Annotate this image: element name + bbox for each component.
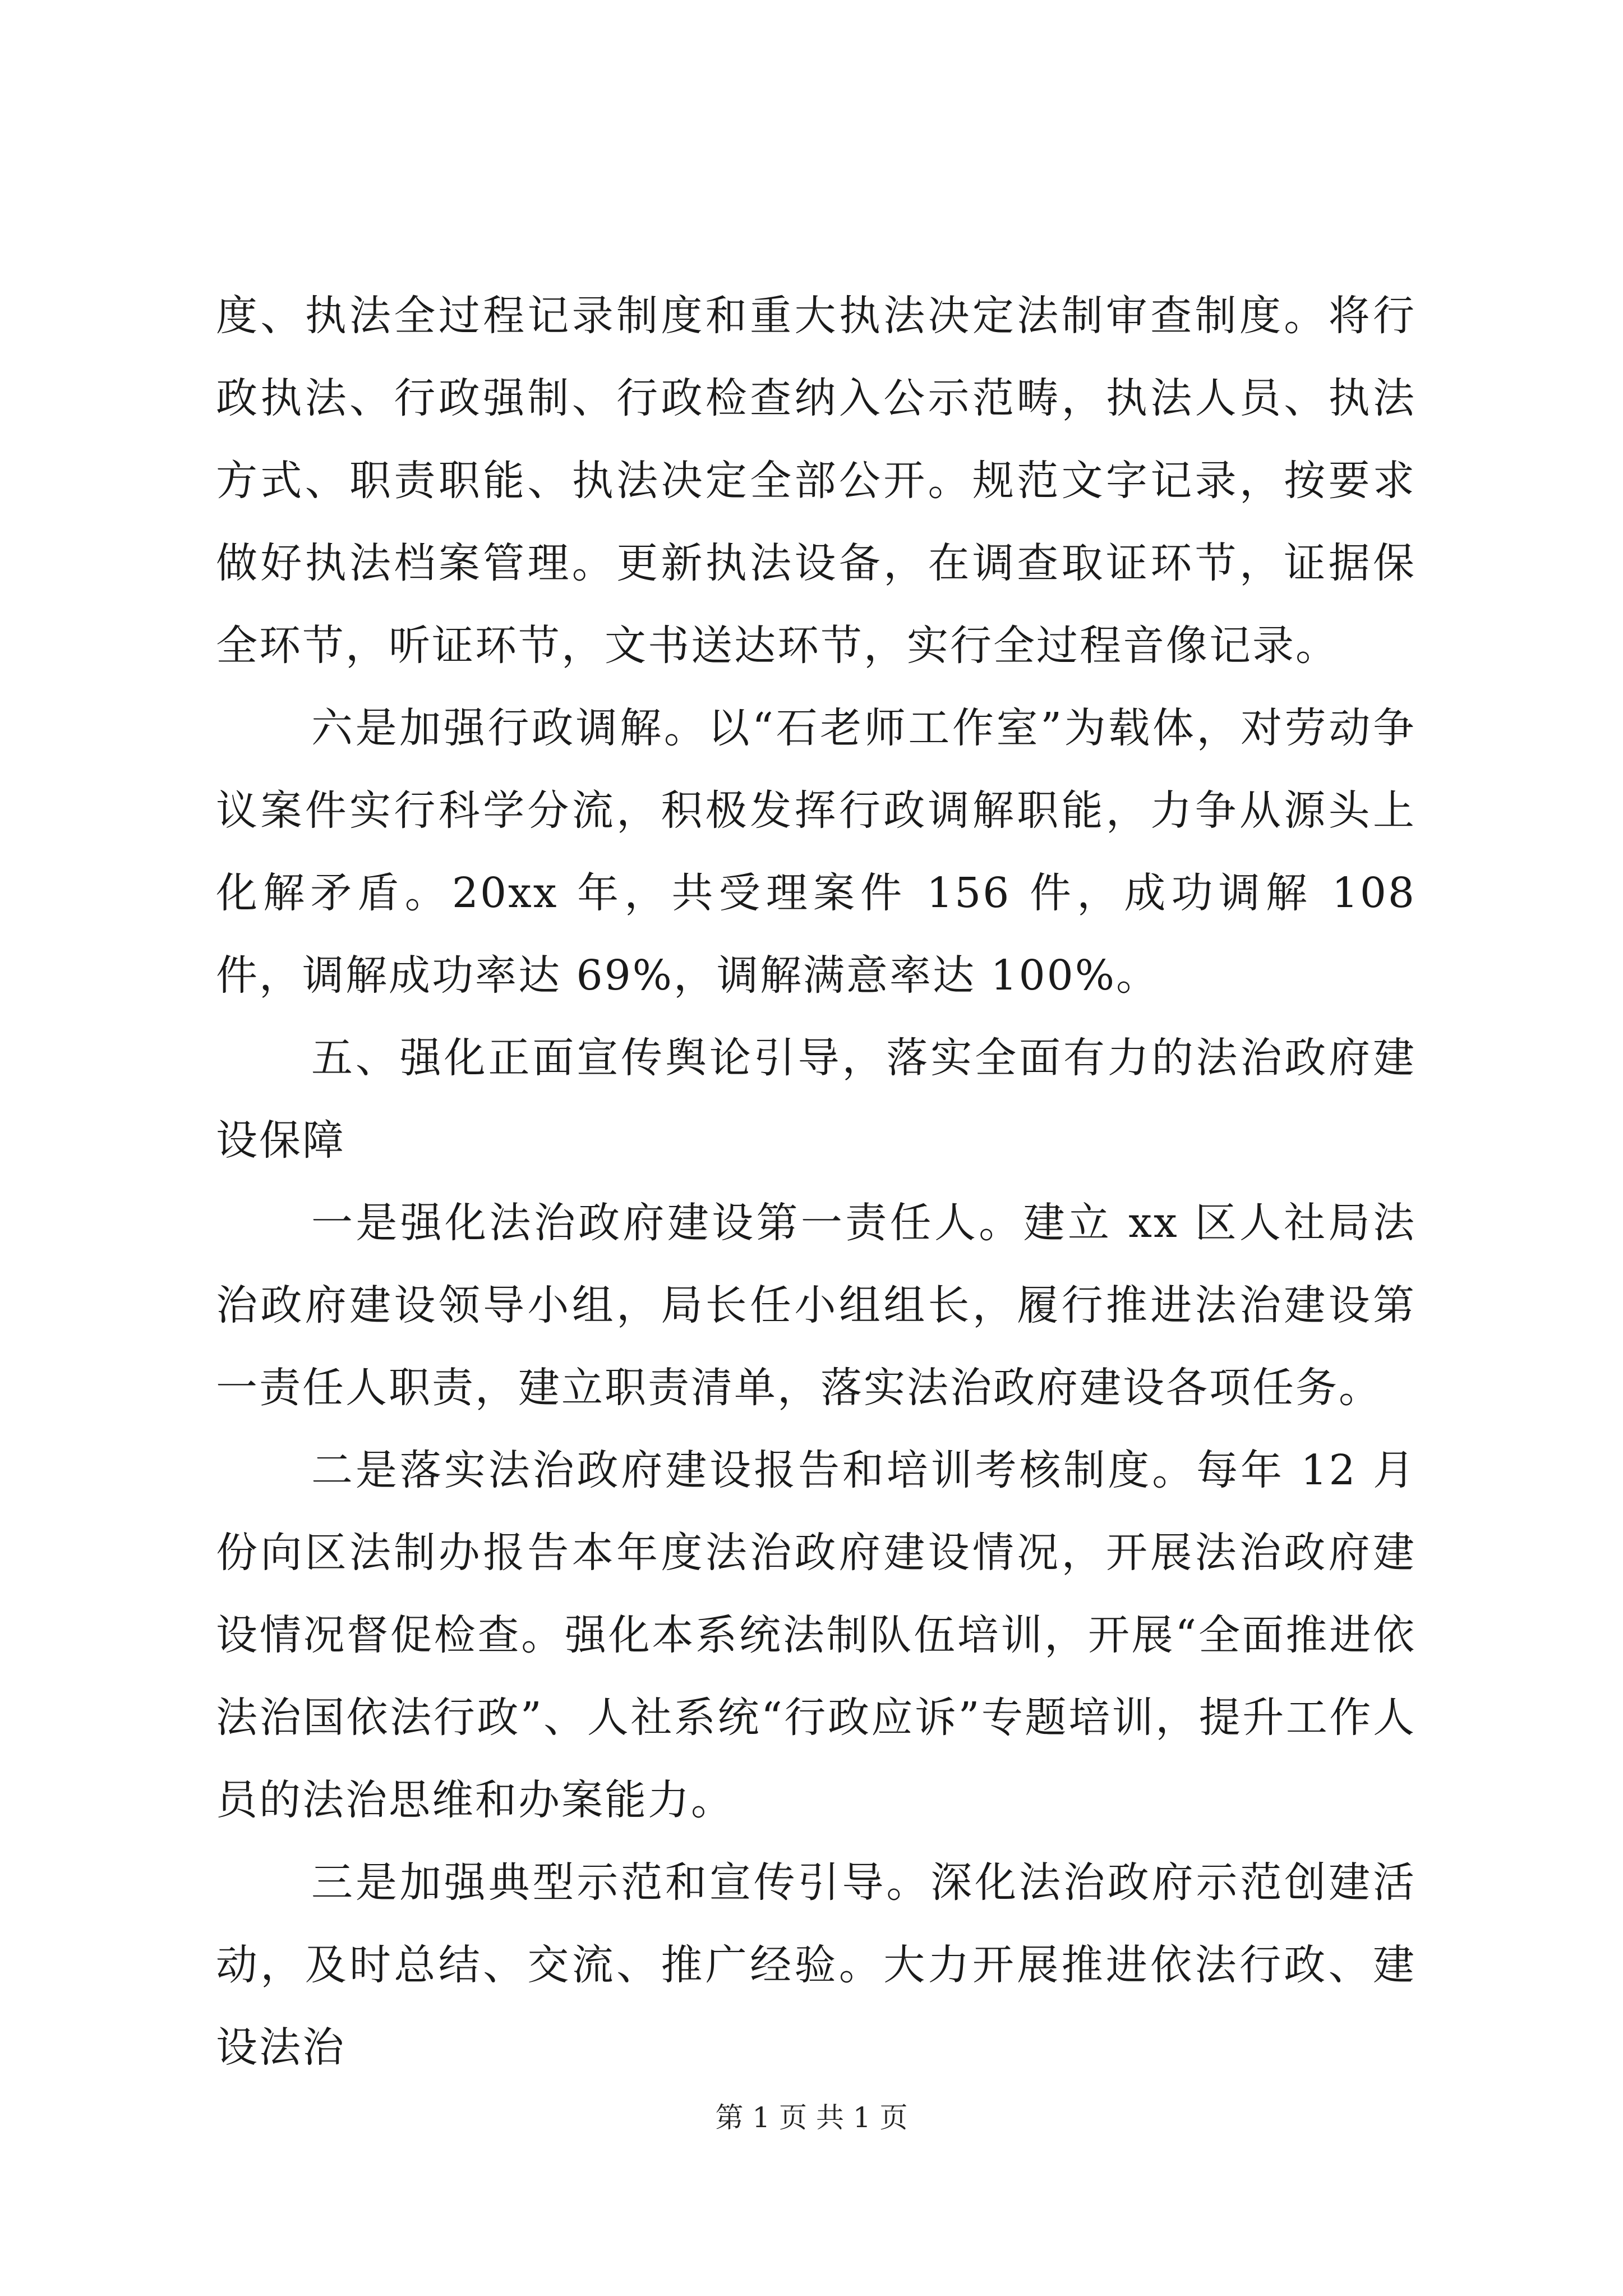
paragraph-5: 二是落实法治政府建设报告和培训考核制度。每年 12 月份向区法制办报告本年度法治政府建设情况，开展法治政府建设情况督促检查。强化本系统法制队伍培训，开展“全面推进依法治国依法行政”、人社系统“行政应诉”专题培训，提升工作人员的法治思维和办案能力。: [216, 1446, 1416, 1824]
paragraph-2: 六是加强行政调解。以“石老师工作室”为载体，对劳动争议案件实行科学分流，积极发挥行政调解职能，力争从源头上化解矛盾。20xx 年，共受理案件 156 件，成功调解 108 件，调解成功率达 69%，调解满意率达 100%。: [216, 704, 1416, 1000]
page-footer: 第 1 页 共 1 页: [715, 2101, 908, 2134]
paragraph-4: 一是强化法治政府建设第一责任人。建立 xx 区人社局法治政府建设领导小组，局长任小组组长，履行推进法治建设第一责任人职责，建立职责清单，落实法治政府建设各项任务。: [216, 1199, 1416, 1412]
paragraph-6: 三是加强典型示范和宣传引导。深化法治政府示范创建活动，及时总结、交流、推广经验。大力开展推进依法行政、建设法治: [216, 1858, 1416, 2072]
document-body: [216, 275, 1416, 2089]
paragraph-1: 度、执法全过程记录制度和重大执法决定法制审查制度。将行政执法、行政强制、行政检查纳入公示范畴，执法人员、执法方式、职责职能、执法决定全部公开。规范文字记录，按要求做好执法档案管理。更新执法设备，在调查取证环节，证据保全环节，听证环节，文书送达环节，实行全过程音像记录。: [216, 292, 1416, 670]
section-heading: 五、强化正面宣传舆论引导，落实全面有力的法治政府建设保障: [216, 1034, 1416, 1165]
